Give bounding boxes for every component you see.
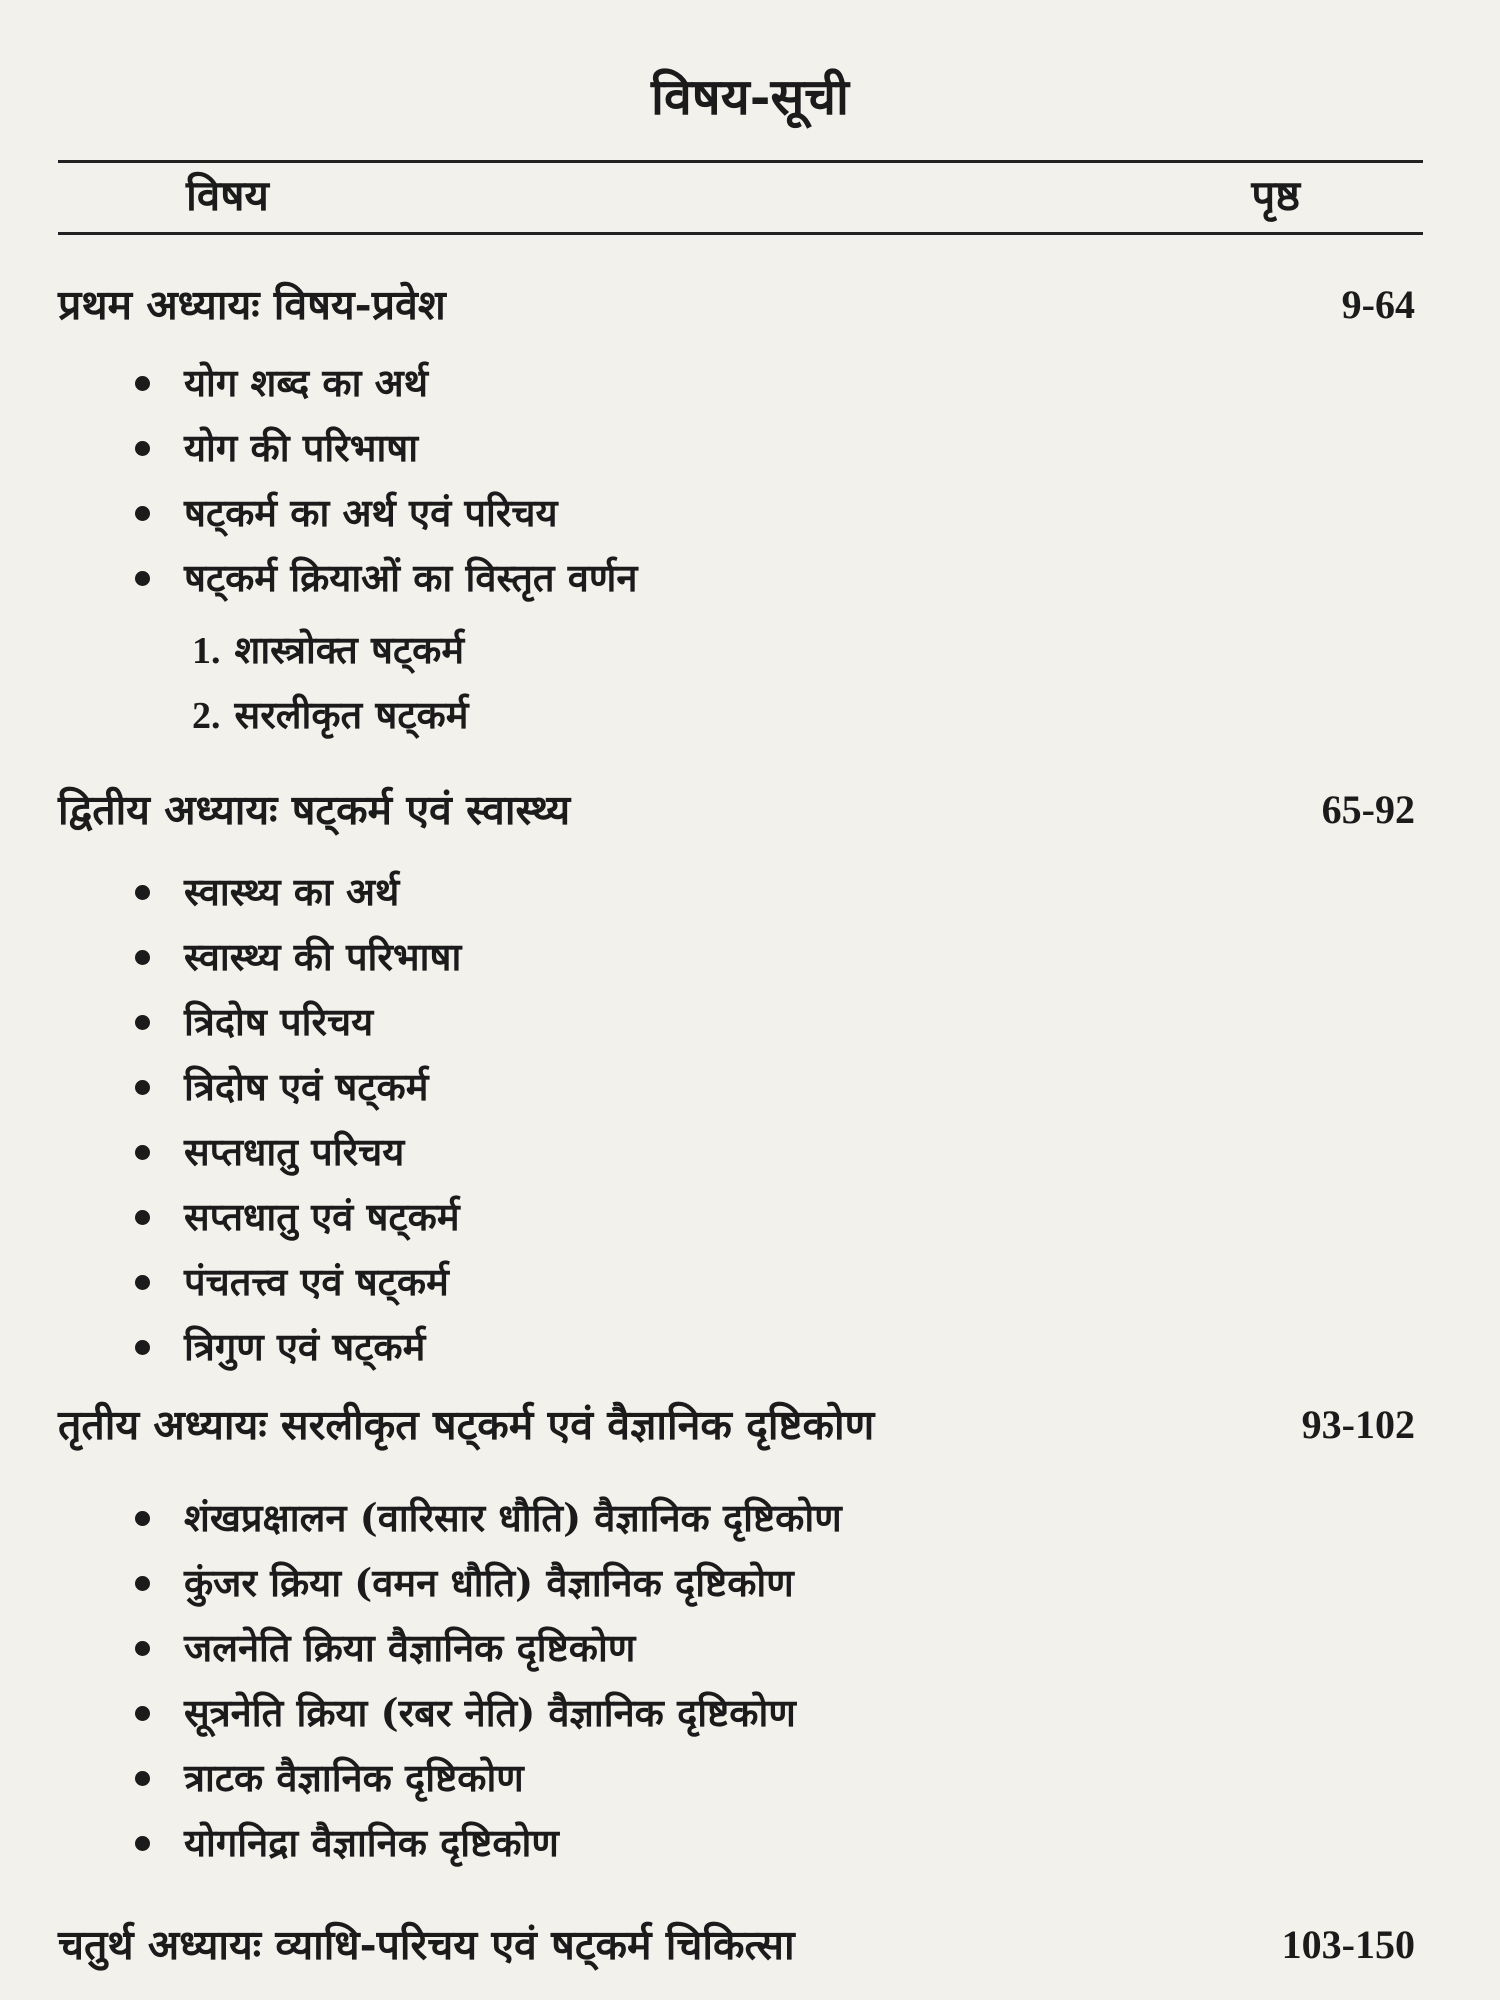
list-item (135, 862, 399, 922)
list-item (135, 1317, 425, 1377)
list-item (135, 548, 637, 608)
chapter-page-range: 65-92 (1321, 787, 1415, 832)
bullet-icon (135, 376, 150, 391)
list-item (135, 1618, 635, 1678)
list-item (135, 1122, 404, 1182)
bullet-icon (135, 1145, 150, 1160)
list-item-text: जलनेति क्रिया वैज्ञानिक दृष्टिकोण (184, 1625, 636, 1670)
list-item (135, 1057, 428, 1117)
bullet-icon (135, 506, 150, 521)
page-title: विषय-सूची (651, 67, 849, 126)
list-item-text: योगनिद्रा वैज्ञानिक दृष्टिकोण (184, 1820, 559, 1865)
list-item-text: स्वास्थ्य का अर्थ (184, 869, 400, 914)
bullet-icon (135, 1511, 150, 1526)
bullet-icon (135, 1015, 150, 1030)
chapter-title: तृतीय अध्यायः सरलीकृत षट्कर्म एवं वैज्ञानिक दृष्टिकोण (58, 1401, 875, 1449)
list-item-text: सप्तधातु परिचय (184, 1129, 405, 1174)
sub-item-number: 1. (192, 630, 221, 672)
list-item-text: कुंजर क्रिया (वमन धौति) वैज्ञानिक दृष्टिकोण (184, 1560, 794, 1605)
list-item (135, 1813, 559, 1873)
list-item (135, 927, 461, 987)
list-item (135, 1748, 524, 1808)
chapter-3-row[interactable] (58, 1390, 1423, 1460)
list-item (135, 1252, 449, 1312)
bullet-icon (135, 1340, 150, 1355)
bullet-icon (135, 1706, 150, 1721)
chapter-title: चतुर्थ अध्यायः व्याधि-परिचय एवं षट्कर्म चिकित्सा (58, 1921, 795, 1969)
list-item-text: शंखप्रक्षालन (वारिसार धौति) वैज्ञानिक दृष्टिकोण (184, 1495, 842, 1540)
sub-list-item (192, 620, 464, 680)
chapter-title: द्वितीय अध्यायः षट्कर्म एवं स्वास्थ्य (58, 786, 571, 834)
bullet-icon (135, 1771, 150, 1786)
chapter-page-range: 9-64 (1341, 282, 1415, 327)
list-item-text: त्रिदोष परिचय (184, 999, 374, 1044)
chapter-4-row[interactable] (58, 1910, 1423, 1980)
column-header-page: पृष्ठ (1251, 171, 1300, 220)
list-item (135, 1488, 842, 1548)
chapter-2-row[interactable] (58, 775, 1423, 845)
list-item-text: त्रिदोष एवं षट्कर्म (184, 1064, 429, 1109)
list-item (135, 1187, 460, 1247)
list-item (135, 353, 428, 413)
list-item-text: षट्कर्म क्रियाओं का विस्तृत वर्णन (184, 555, 638, 600)
list-item-text: षट्कर्म का अर्थ एवं परिचय (184, 490, 558, 535)
chapter-1-row[interactable] (58, 270, 1423, 340)
list-item-text: योग की परिभाषा (184, 425, 419, 470)
bullet-icon (135, 1275, 150, 1290)
list-item (135, 483, 558, 543)
sub-item-text: सरलीकृत षट्कर्म (234, 692, 469, 737)
bullet-icon (135, 1836, 150, 1851)
list-item-text: त्रिगुण एवं षट्कर्म (184, 1324, 426, 1369)
bullet-icon (135, 1641, 150, 1656)
list-item-text: पंचतत्त्व एवं षट्कर्म (184, 1259, 449, 1304)
sub-list-item (192, 685, 468, 745)
list-item (135, 1553, 794, 1613)
list-item-text: सप्तधातु एवं षट्कर्म (184, 1194, 460, 1239)
list-item-text: स्वास्थ्य की परिभाषा (184, 934, 462, 979)
chapter-title: प्रथम अध्यायः विषय-प्रवेश (58, 281, 446, 329)
bullet-icon (135, 885, 150, 900)
chapter-page-range: 93-102 (1301, 1402, 1415, 1447)
list-item (135, 418, 418, 478)
header-bottom-rule (58, 232, 1423, 235)
bullet-icon (135, 950, 150, 965)
column-header-subject: विषय (186, 171, 269, 220)
list-item-text: त्राटक वैज्ञानिक दृष्टिकोण (184, 1755, 524, 1800)
list-item-text: योग शब्द का अर्थ (184, 360, 428, 405)
list-item (135, 992, 373, 1052)
sub-item-text: शास्त्रोक्त षट्कर्म (234, 627, 465, 672)
bullet-icon (135, 441, 150, 456)
bullet-icon (135, 571, 150, 586)
bullet-icon (135, 1080, 150, 1095)
list-item (135, 1683, 796, 1743)
chapter-page-range: 103-150 (1281, 1922, 1415, 1967)
header-top-rule (58, 160, 1423, 163)
sub-item-number: 2. (192, 695, 221, 737)
bullet-icon (135, 1576, 150, 1591)
list-item-text: सूत्रनेति क्रिया (रबर नेति) वैज्ञानिक दृष्टिकोण (184, 1690, 796, 1735)
bullet-icon (135, 1210, 150, 1225)
